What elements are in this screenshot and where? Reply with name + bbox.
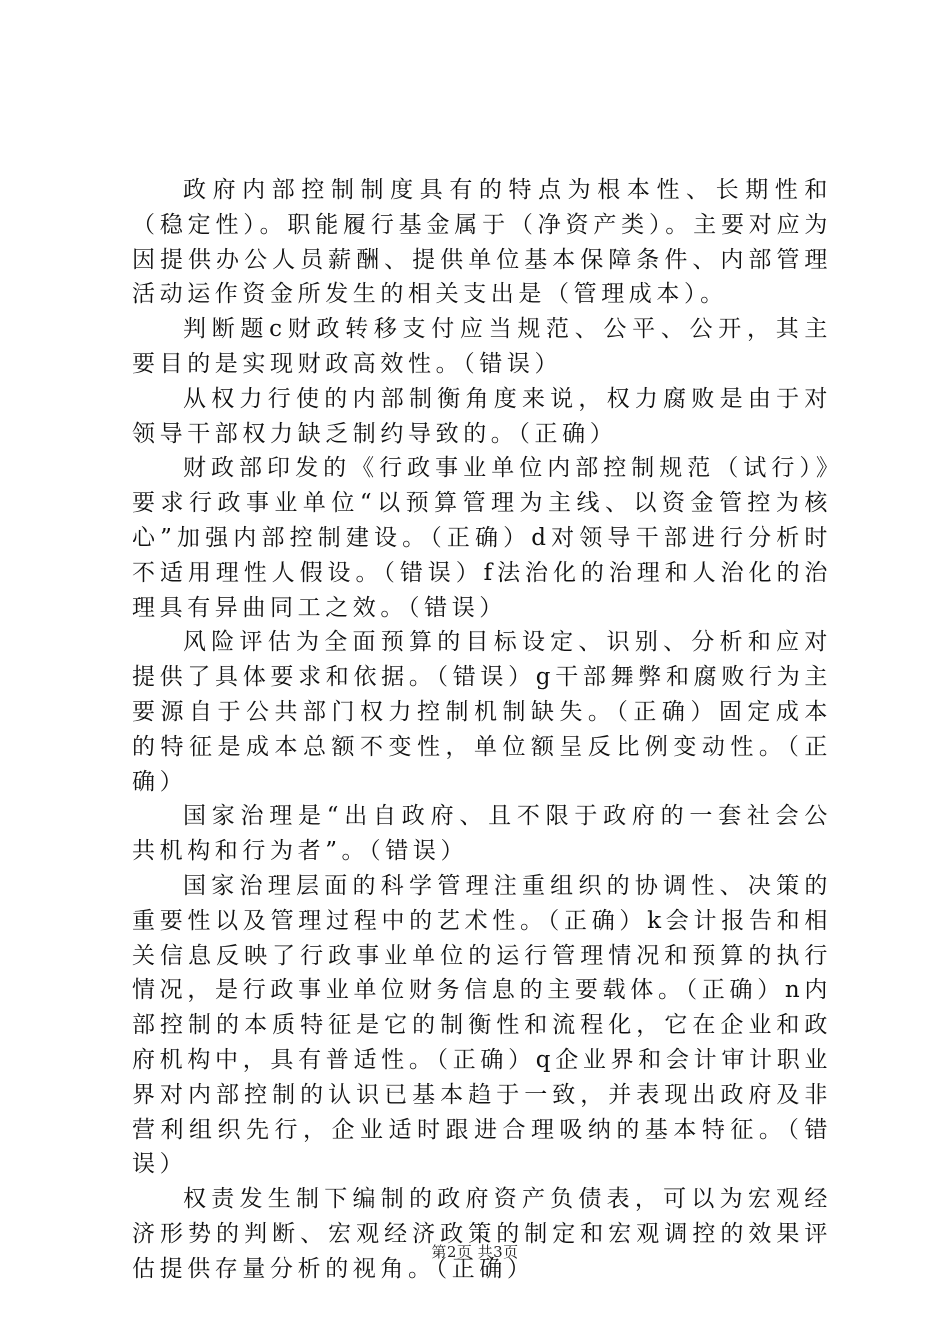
paragraph: 政府内部控制制度具有的特点为根本性、长期性和（稳定性）。职能履行基金属于（净资产类）。主要对应为因提供办公人员薪酬、提供单位基本保障条件、内部管理活动运作资金所发生的相关支出是（管理成本）。 [132, 177, 832, 308]
paragraph: 风险评估为全面预算的目标设定、识别、分析和应对提供了具体要求和依据。（错误）g干部舞弊和腐败行为主要源自于公共部门权力控制机制缺失。（正确）固定成本的特征是成本总额不变性，单位额呈反比例变动性。（正确） [132, 629, 832, 795]
paragraph: 国家治理是“出自政府、且不限于政府的一套社会公共机构和行为者”。（错误） [132, 803, 832, 865]
page-number-footer: 第2页 共3页 [431, 1243, 519, 1261]
document-body [132, 173, 832, 1287]
paragraph: 判断题c财政转移支付应当规范、公平、公开，其主要目的是实现财政高效性。（错误） [132, 316, 832, 377]
paragraph: 权责发生制下编制的政府资产负债表，可以为宏观经济形势的判断、宏观经济政策的制定和宏观调控的效果评估提供存量分析的视角。（正确） [132, 1186, 832, 1282]
paragraph: 国家治理层面的科学管理注重组织的协调性、决策的重要性以及管理过程中的艺术性。（正确）k会计报告和相关信息反映了行政事业单位的运行管理情况和预算的执行情况，是行政事业单位财务信息的主要载体。（正确）n内部控制的本质特征是它的制衡性和流程化，它在企业和政府机构中，具有普适性。（正确）q企业界和会计审计职业界对内部控制的认识已基本趋于一致，并表现出政府及非营利组织先行，企业适时跟进合理吸纳的基本特征。（错误） [132, 872, 832, 1178]
paragraph: 财政部印发的《行政事业单位内部控制规范（试行）》要求行政事业单位“以预算管理为主线、以资金管控为核心”加强内部控制建设。（正确）d对领导干部进行分析时不适用理性人假设。（错误）f法治化的治理和人治化的治理具有异曲同工之效。（错误） [132, 455, 832, 621]
paragraph: 从权力行使的内部制衡角度来说，权力腐败是由于对领导干部权力缺乏制约导致的。（正确） [132, 385, 832, 447]
